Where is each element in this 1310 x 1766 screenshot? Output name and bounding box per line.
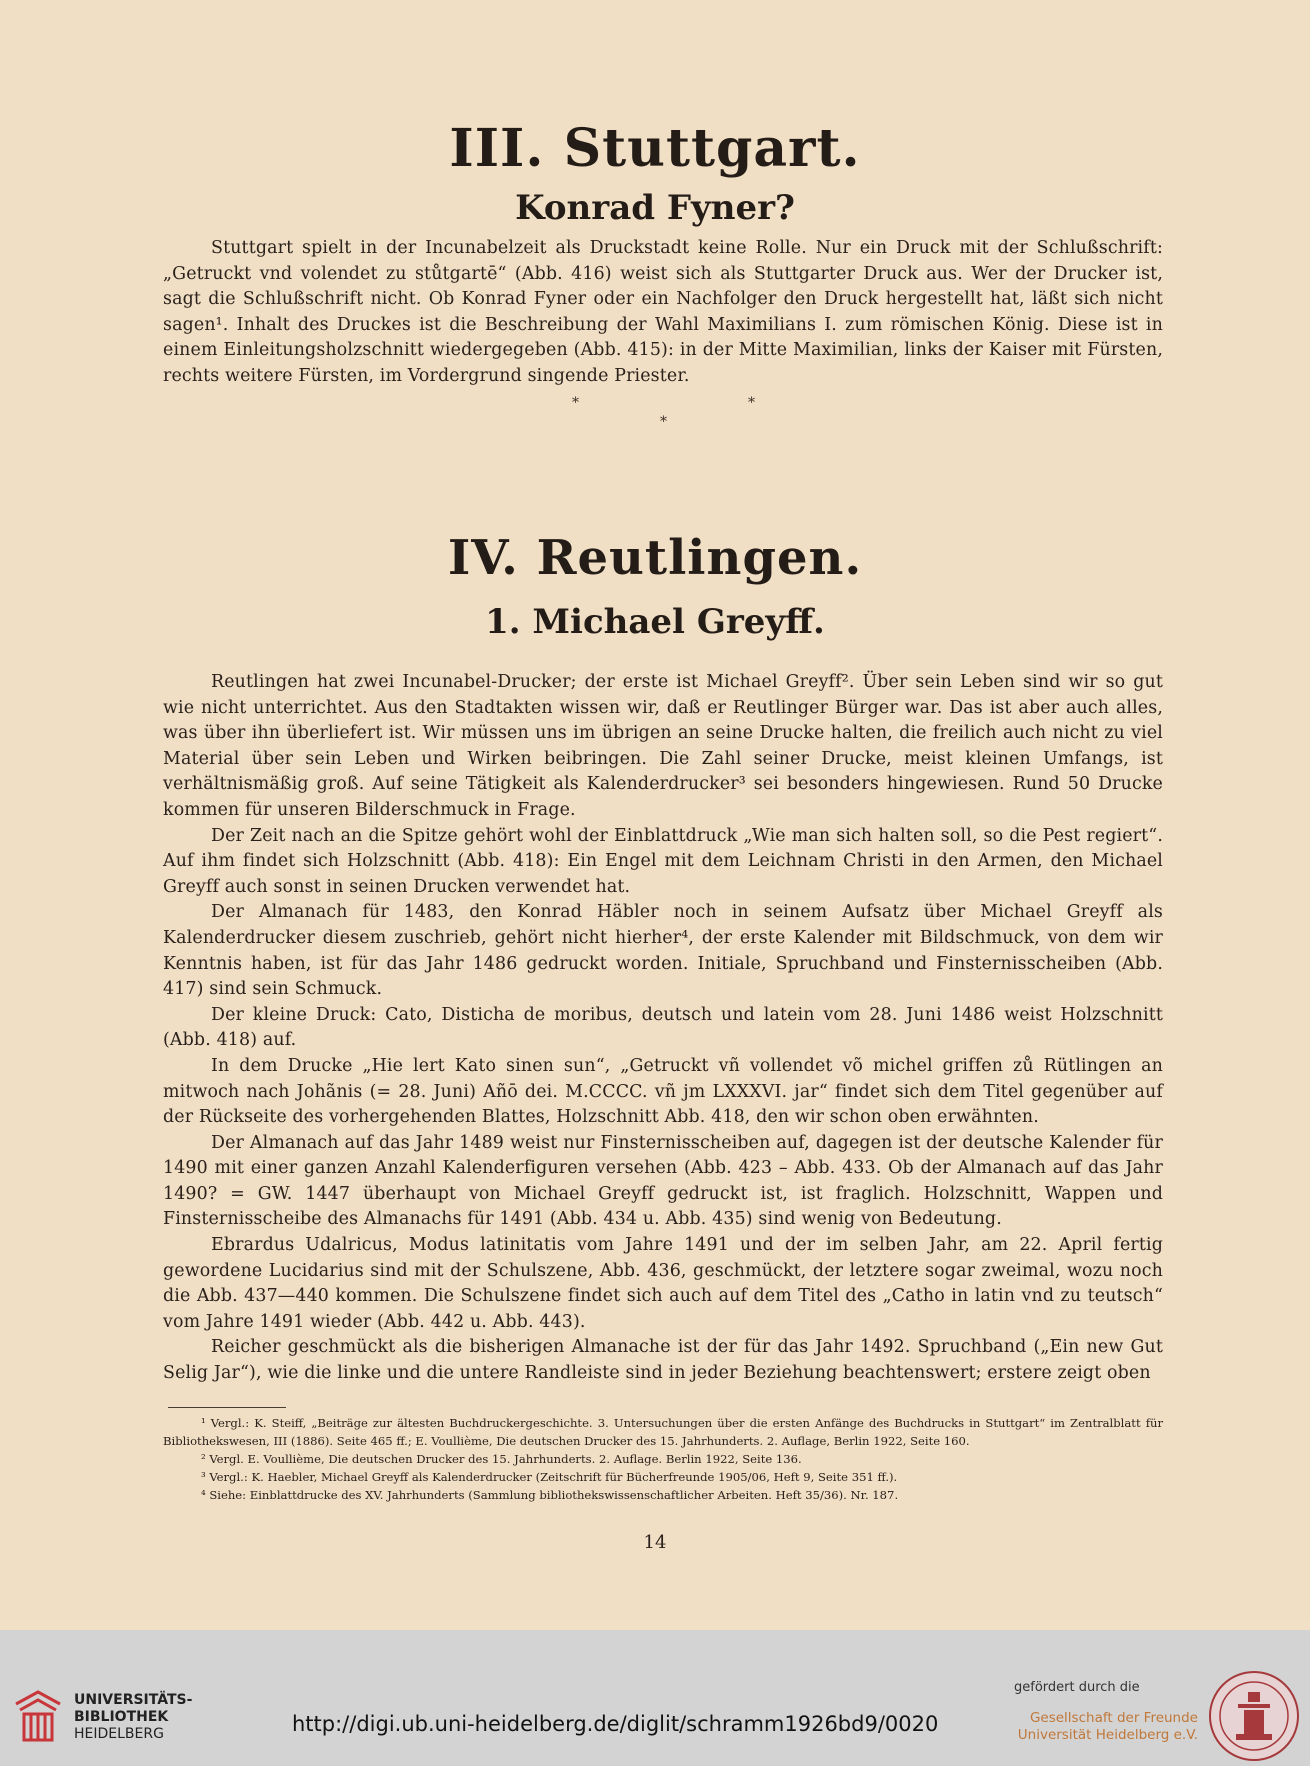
paragraph: Reutlingen hat zwei Incunabel-Drucker; der erste ist Michael Greyff². Über sein Leben sind wir so gut wie nicht unterrichtet. Aus den Stadtakten wissen wir, daß er Reutlinger Bürger war. Das ist aber auch alles, was über ihn überliefert ist. Wir müssen uns im übrigen an seine Drucke halten, die freilich auch nicht zu viel Material über sein Leben und Wirken beibringen. Die Zahl seiner Drucke, meist kleinen Umfangs, ist verhältnismäßig groß. Auf seine Tätigkeit als Kalenderdrucker³ sei besonders hingewiesen. Rund 50 Drucke kommen für unseren Bilderschmuck in Frage. — [163, 672, 1163, 820]
university-seal-icon — [1208, 1670, 1300, 1762]
footnote: ² Vergl. E. Voullième, Die deutschen Drucker des 15. Jahrhunderts. 2. Auflage. Berlin 1922, Seite 136. — [201, 1452, 802, 1466]
paragraph: Der Zeit nach an die Spitze gehört wohl der Einblattdruck „Wie man sich halten soll, so die Pest regiert“. Auf ihm findet sich Holzschnitt (Abb. 418): Ein Engel mit dem Leichnam Christi in den Armen, den Michael Greyff auch sonst in seinen Drucken verwendet hat. — [163, 825, 1163, 897]
footnotes — [163, 1414, 1163, 1504]
funder-name-line: Universität Heidelberg e.V. — [1017, 1727, 1198, 1743]
paragraph: Der Almanach auf das Jahr 1489 weist nur Finsternisscheiben auf, dagegen ist der deutsche Kalender für 1490 mit einer ganzen Anzahl Kalenderfiguren versehen (Abb. 423 – Abb. 433. Ob der Almanach auf das Jahr 1490? = GW. 1447 überhaupt von Michael Greyff gedruckt ist, ist fraglich. Holzschnitt, Wappen und Finsternisscheibe des Almanachs für 1491 (Abb. 434 u. Abb. 435) sind wenig von Bedeutung. — [163, 1132, 1163, 1230]
section-stuttgart-body — [163, 236, 1163, 390]
separator-star: * — [660, 414, 667, 430]
paragraph: In dem Drucke „Hie lert Kato sinen sun“, „Getruckt vñ vollendet võ michel griffen zů Rütlingen an mitwoch nach Johãnis (= 28. Juni) Añō dei. M.CCCC. vñ jm LXXXVI. jar“ findet sich dem Titel gegenüber auf der Rückseite des vorhergehenden Blattes, Holzschnitt Abb. 418, den wir schon oben erwähnten. — [163, 1055, 1163, 1128]
separator-star: * — [572, 395, 579, 411]
funder-name-line: Gesellschaft der Freunde — [1029, 1710, 1198, 1726]
section-subtitle-greyff: 1. Michael Greyff. — [485, 602, 825, 642]
section-subtitle-fyner: Konrad Fyner? — [515, 188, 795, 228]
university-library-logo-icon[interactable] — [12, 1686, 64, 1746]
permalink-url[interactable]: http://digi.ub.uni-heidelberg.de/diglit/schramm1926bd9/0020 — [292, 1712, 939, 1736]
footnote: ¹ Vergl.: K. Steiff, „Beiträge zur ältesten Buchdruckergeschichte. 3. Untersuchungen über die ersten Anfänge des Buchdrucks in Stuttgart“ im Zentralblatt für Bibliothekswesen, III (1886). Seite 465 ff.; E. Voullième, Die deutschen Drucker des 15. Jahrhunderts. 2. Auflage, Berlin 1922, Seite 160. — [163, 1416, 1163, 1448]
section-title-stuttgart: III. Stuttgart. — [449, 118, 861, 179]
paragraph: Der Almanach für 1483, den Konrad Häbler noch in seinem Aufsatz über Michael Greyff als Kalenderdrucker diesem zuschrieb, gehört nicht hierher⁴, der erste Kalender mit Bildschmuck, von dem wir Kenntnis haben, ist für das Jahr 1486 gedruckt worden. Initiale, Spruchband und Finsternisscheiben (Abb. 417) sind sein Schmuck. — [163, 902, 1163, 1000]
paragraph: Reicher geschmückt als die bisherigen Almanache ist der für das Jahr 1492. Spruchband („Ein new Gut Selig Jar“), wie die linke und die untere Randleiste sind in jeder Beziehung beachtenswert; erstere zeigt oben — [163, 1337, 1163, 1384]
library-name-line: HEIDELBERG — [74, 1726, 164, 1742]
library-name-line: UNIVERSITÄTS- — [74, 1692, 193, 1708]
section-title-reutlingen: IV. Reutlingen. — [447, 530, 863, 586]
page-number: 14 — [643, 1532, 667, 1553]
funder-name[interactable] — [1008, 1710, 1198, 1744]
viewer-footer — [0, 1630, 1310, 1766]
footnote: ⁴ Siehe: Einblattdrucke des XV. Jahrhunderts (Sammlung bibliothekswissenschaftlicher Arbeiten. Heft 35/36). Nr. 187. — [201, 1488, 899, 1502]
separator-star: * — [748, 395, 755, 411]
footnote: ³ Vergl.: K. Haebler, Michael Greyff als Kalenderdrucker (Zeitschrift für Bücherfreunde 1905/06, Heft 9, Seite 351 ff.). — [201, 1470, 898, 1484]
paragraph: Ebrardus Udalricus, Modus latinitatis vom Jahre 1491 und der im selben Jahr, am 22. April fertig gewordene Lucidarius sind mit der Schulszene, Abb. 436, geschmückt, der letztere sogar zweimal, wozu noch die Abb. 437—440 kommen. Die Schulszene findet sich auch auf dem Titel des „Catho in latin vnd zu teutsch“ vom Jahre 1491 wieder (Abb. 442 u. Abb. 443). — [163, 1235, 1163, 1332]
section-reutlingen-body — [163, 670, 1163, 1387]
library-name-line: BIBLIOTHEK — [74, 1709, 169, 1725]
paragraph: Stuttgart spielt in der Incunabelzeit als Druckstadt keine Rolle. Nur ein Druck mit der Schlußschrift: „Getruckt vnd volendet zu stůtgartē“ (Abb. 416) weist sich als Stuttgarter Druck aus. Wer der Drucker ist, sagt die Schlußschrift nicht. Ob Konrad Fyner oder ein Nachfolger den Druck hergestellt hat, läßt sich nicht sagen¹. Inhalt des Druckes ist die Beschreibung der Wahl Maximilians I. zum römischen König. Diese ist in einem Einleitungsholzschnitt wiedergegeben (Abb. 415): in der Mitte Maximilian, links der Kaiser mit Fürsten, rechts weitere Fürsten, im Vordergrund singende Priester. — [163, 238, 1163, 386]
paragraph: Der kleine Druck: Cato, Disticha de moribus, deutsch und latein vom 28. Juni 1486 weist Holzschnitt (Abb. 418) auf. — [163, 1004, 1163, 1051]
library-name — [74, 1692, 192, 1743]
footnote-divider — [168, 1407, 286, 1408]
funder-label: gefördert durch die — [1014, 1680, 1140, 1695]
